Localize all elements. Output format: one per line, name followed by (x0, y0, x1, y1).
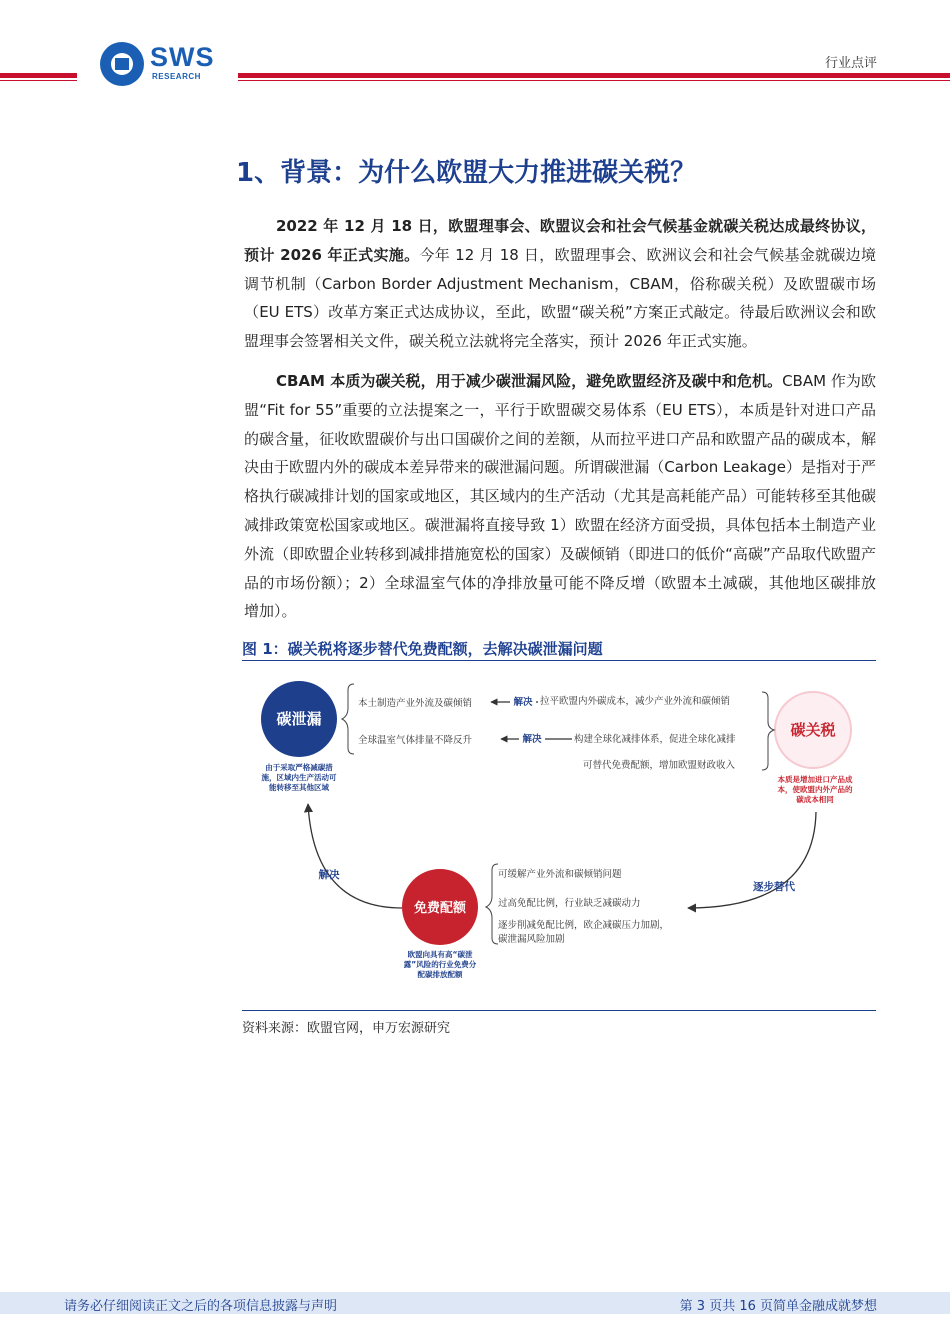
free-effect-3: 逐步削减免配比例，欧企减碳压力加剧， (498, 920, 670, 931)
resolve-label-2: 解决 (522, 734, 542, 745)
sws-logo-icon (100, 42, 144, 86)
logo-text: SWS (150, 42, 215, 72)
free-node-desc-3: 配碳排放配额 (417, 970, 463, 979)
sws-logo (98, 40, 238, 90)
header-rule-left (0, 73, 77, 78)
document-type: 行业点评 (824, 56, 877, 71)
figure-rule-top (242, 660, 876, 661)
leak-effect-1: 本土制造产业外流及碳倾销 (358, 698, 473, 709)
leak-effects-bracket (342, 684, 354, 754)
free-node-desc-2: 露”风险的行业免费分 (403, 960, 477, 969)
tax-measure-2: 构建全球化减排体系，促进全球化减排 (574, 734, 736, 745)
header-rule-right (238, 73, 950, 78)
figure-rule-bottom (242, 1010, 876, 1011)
free-effect-4: 碳泄漏风险加剧 (498, 934, 565, 945)
footer-disclaimer: 请务必仔细阅读正文之后的各项信息披露与声明 (64, 1299, 338, 1314)
free-effect-1: 可缓解产业外流和碳倾销问题 (498, 869, 622, 880)
paragraph-2 (244, 367, 876, 626)
section-title: 1、背景：为什么欧盟大力推进碳关税？ (236, 158, 697, 188)
arrow-tax-to-free (688, 812, 816, 908)
tax-measure-3: 可替代免费配额，增加欧盟财政收入 (583, 760, 736, 771)
figure-source: 资料来源：欧盟官网，申万宏源研究 (242, 1021, 451, 1036)
free-node-desc-1: 欧盟向具有高“碳泄 (407, 950, 473, 959)
leak-effect-2: 全球温室气体排量不降反升 (358, 735, 473, 746)
free-effect-2: 过高免配比例，行业缺乏减碳动力 (498, 898, 641, 909)
leak-node-desc-2: 施，区域内生产活动可 (261, 773, 337, 782)
tax-node-desc-2: 本，使欧盟内外产品的 (777, 785, 853, 794)
leak-node-desc-3: 能转移至其他区域 (269, 783, 329, 792)
cbam-diagram (242, 664, 876, 1008)
header-rule-right-thin (238, 80, 950, 81)
free-effects-bracket (486, 864, 498, 944)
free-node-label: 免费配额 (413, 901, 467, 916)
tax-node-desc-3: 碳成本相同 (796, 795, 834, 804)
tax-measures-bracket (762, 692, 774, 770)
logo-subtext: RESEARCH (152, 72, 201, 81)
header-rule-left-thin (0, 80, 77, 81)
arrow-free-to-leak (308, 804, 402, 908)
paragraph-2-body: CBAM 作为欧盟“Fit for 55”重要的立法提案之一，平行于欧盟碳交易体系（EU ETS），本质是针对进口产品的碳含量，征收欧盟碳价与出口国碳价之间的差额，从而拉平进口产品和欧盟产品的碳成本，解决由于欧盟内外的碳成本差异带来的碳泄漏问题。所谓碳泄漏（Carbon Leakage）是指对于严格执行碳减排计划的国家或地区，其区域内的生产活动（尤其是高耗能产品）可能转移至其他碳减排政策宽松国家或地区。碳泄漏将直接导致 1）欧盟在经济方面受损，具体包括本土制造产业外流（即欧盟企业转移到减排措施宽松的国家）及碳倾销（即进口的低价“高碳”产品取代欧盟产品的市场份额）；2）全球温室气体的净排放量可能不降反增（欧盟本土减碳，其他地区碳排放增加）。 (244, 372, 876, 621)
tax-node-desc-1: 本质是增加进口产品成 (777, 775, 853, 784)
tax-measure-1: 拉平欧盟内外碳成本，减少产业外流和碳倾销 (540, 696, 731, 707)
resolve-label-1: 解决 (513, 697, 533, 708)
arrow-free-to-leak-label: 解决 (318, 869, 340, 881)
paragraph-1-body: 今年 12 月 18 日，欧盟理事会、欧洲议会和社会气候基金就碳边境调节机制（Carbon Border Adjustment Mechanism，CBAM，俗称碳关税）及欧盟碳市场（EU ETS）改革方案正式达成协议，至此，欧盟“碳关税”方案正式敲定。待最后欧洲议会和欧盟理事会签署相关文件，碳关税立法就将完全落实，预计 2026 年正式实施。 (244, 245, 877, 351)
paragraph-1 (244, 212, 876, 356)
arrow-tax-to-free-label: 逐步替代 (753, 881, 795, 893)
figure-title: 图 1：碳关税将逐步替代免费配额，去解决碳泄漏问题 (242, 640, 603, 658)
paragraph-2-lead: CBAM 本质为碳关税，用于减少碳泄漏风险，避免欧盟经济及碳中和危机。 (276, 372, 783, 390)
leak-node-desc-1: 由于采取严格减碳措 (265, 763, 333, 772)
tax-node-label: 碳关税 (790, 721, 836, 739)
paragraph-1-lead: 2022 年 12 月 18 日，欧盟理事会、欧盟议会和社会气候基金就碳关税达成最终协议，预计 2026 年正式实施。 (244, 217, 876, 264)
leak-node-label: 碳泄漏 (276, 710, 322, 728)
footer-page-info: 第 3 页共 16 页简单金融成就梦想 (679, 1299, 877, 1314)
